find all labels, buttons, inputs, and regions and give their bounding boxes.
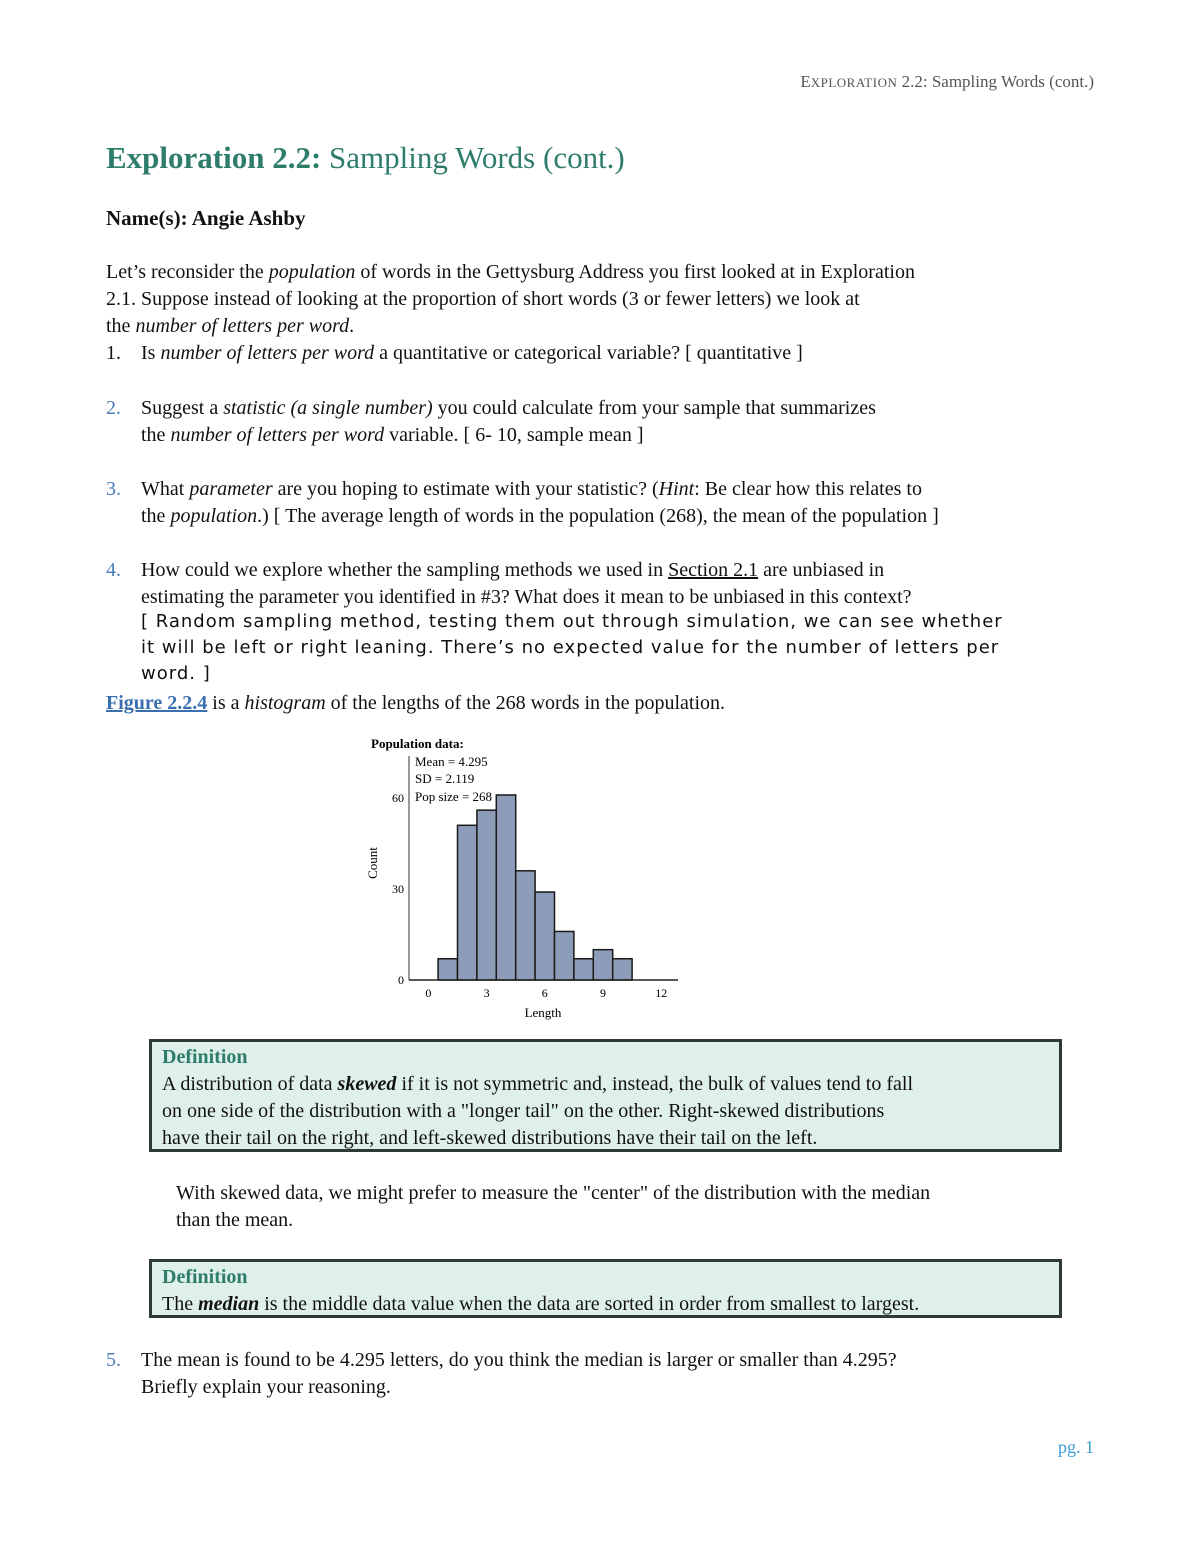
chart-annotation-mean: Mean = 4.295	[415, 754, 488, 769]
definition-text: is the middle data value when the data are sorted in order from smallest to largest.	[259, 1293, 920, 1315]
definition-text: if it is not symmetric and, instead, the bulk of values tend to fall	[396, 1073, 913, 1095]
caption-emphasis: histogram	[244, 692, 326, 714]
question-3-number: 3.	[106, 478, 121, 500]
x-tick-label: 9	[600, 986, 606, 1000]
x-tick-label: 0	[425, 986, 432, 1000]
caption-text: of the lengths of the 268 words in the population.	[325, 692, 726, 714]
skew-note-line-1: With skewed data, we might prefer to measure the "center" of the distribution with the median	[176, 1182, 931, 1204]
x-tick-label: 6	[541, 986, 548, 1000]
intro-line-2: 2.1. Suppose instead of looking at the proportion of short words (3 or fewer letters) we look at	[106, 288, 860, 310]
question-4-answer-2: it will be left or right leaning. There’s no expected value for the number of letters per	[141, 637, 1000, 658]
running-header-small: XPLORATION	[810, 75, 898, 90]
q4-text: are unbiased in	[758, 559, 885, 581]
page-number: pg. 1	[1058, 1437, 1094, 1457]
x-axis-label: Length	[524, 1005, 562, 1020]
q3-text: are you hoping to estimate with your statistic? (	[272, 478, 659, 500]
question-1-text	[141, 340, 803, 367]
y-axis-label: Count	[365, 847, 380, 879]
name-line: Name(s): Angie Ashby	[106, 206, 306, 230]
question-4-line-1	[141, 557, 884, 584]
x-tick-label: 3	[483, 986, 490, 1000]
section-2-1-link[interactable]: Section 2.1	[668, 559, 759, 581]
intro-line-1	[106, 259, 1096, 286]
question-3-line-1	[141, 476, 922, 503]
histogram-bar-2	[458, 825, 477, 980]
histogram-bar-6	[535, 892, 554, 980]
definition-term-skewed: skewed	[337, 1073, 397, 1095]
q1-text: Is	[141, 342, 161, 364]
y-tick-label: 0	[398, 973, 404, 987]
intro-text: .	[349, 315, 355, 337]
question-4-number: 4.	[106, 559, 121, 581]
question-2-number: 2.	[106, 397, 121, 419]
definition-text: The	[162, 1293, 199, 1315]
intro-text: the	[106, 315, 136, 337]
chart-title: Population data:	[371, 736, 464, 751]
question-5-number: 5.	[106, 1349, 121, 1371]
question-4-answer-1: [ Random sampling method, testing them out through simulation, we can see whether	[141, 611, 1003, 632]
y-tick-label: 30	[392, 882, 404, 896]
q2-text: you could calculate from your sample that summarizes	[432, 397, 876, 419]
q2-answer: variable. [ 6- 10, sample mean ]	[384, 424, 644, 446]
definition-line-1	[162, 1071, 1049, 1098]
page-title	[106, 140, 625, 176]
histogram-chart	[355, 730, 695, 1025]
q2-emphasis: number of letters per word	[170, 424, 385, 446]
definition-line-1	[162, 1291, 1049, 1318]
definition-text: A distribution of data	[162, 1073, 338, 1095]
figure-2-2-4-link[interactable]: Figure 2.2.4	[106, 692, 208, 714]
question-2-line-1	[141, 395, 876, 422]
definition-line-3: have their tail on the right, and left-skewed distributions have their tail on the left.	[162, 1127, 818, 1149]
definition-line-2: on one side of the distribution with a "longer tail" on the other. Right-skewed distributions	[162, 1100, 885, 1122]
question-1-number: 1.	[106, 342, 121, 364]
intro-line-3	[106, 313, 1096, 340]
intro-text: Let’s reconsider the	[106, 261, 269, 283]
question-2-line-2	[141, 422, 644, 449]
histogram-bar-1	[438, 959, 457, 980]
chart-annotation-popsize: Pop size = 268	[415, 789, 493, 804]
intro-emphasis: number of letters per word	[135, 315, 350, 337]
definition-box-skewed	[149, 1039, 1062, 1152]
y-tick-label: 60	[392, 791, 404, 805]
definition-term-median: median	[198, 1293, 260, 1315]
question-4-answer-3: word. ]	[141, 663, 211, 684]
question-5-line-2: Briefly explain your reasoning.	[141, 1376, 391, 1398]
running-header-first: E	[800, 72, 811, 91]
intro-text: of words in the Gettysburg Address you first looked at in Exploration	[355, 261, 915, 283]
q1-emphasis: number of letters per word	[160, 342, 375, 364]
skew-note-line-2: than the mean.	[176, 1209, 294, 1231]
histogram-bar-7	[555, 931, 574, 980]
caption-text: is a	[207, 692, 245, 714]
q2-emphasis: statistic (a single number)	[223, 397, 433, 419]
q3-text: the	[141, 505, 171, 527]
x-tick-label: 12	[655, 986, 668, 1000]
figure-caption	[106, 690, 1096, 717]
intro-emphasis: population	[268, 261, 356, 283]
q3-hint: Hint	[658, 478, 695, 500]
q3-text: : Be clear how this relates to	[694, 478, 922, 500]
histogram-bar-10	[613, 959, 632, 980]
q2-text: the	[141, 424, 171, 446]
running-header-rest: 2.2: Sampling Words (cont.)	[897, 72, 1094, 91]
definition-title: Definition	[162, 1046, 248, 1068]
q1-answer: a quantitative or categorical variable? [ quantitative ]	[374, 342, 803, 364]
q2-text: Suggest a	[141, 397, 224, 419]
definition-title: Definition	[162, 1266, 248, 1288]
histogram-bar-9	[593, 950, 612, 980]
page-title-rest: Sampling Words (cont.)	[321, 140, 625, 175]
page-title-bold: Exploration 2.2:	[106, 140, 322, 175]
histogram-bar-8	[574, 959, 593, 980]
q4-text: How could we explore whether the sampling methods we used in	[141, 559, 669, 581]
definition-box-median	[149, 1259, 1062, 1318]
running-header	[800, 72, 1094, 92]
q3-emphasis: parameter	[189, 478, 273, 500]
chart-annotation-sd: SD = 2.119	[415, 771, 475, 786]
q3-emphasis: population	[170, 505, 258, 527]
histogram-bar-5	[516, 871, 535, 980]
q3-answer: .) [ The average length of words in the population (268), the mean of the population ]	[257, 505, 939, 527]
histogram-bar-4	[496, 795, 515, 980]
question-3-line-2	[141, 503, 939, 530]
question-5-line-1: The mean is found to be 4.295 letters, do you think the median is larger or smaller than 4.295?	[141, 1349, 897, 1371]
question-4-line-2: estimating the parameter you identified in #3? What does it mean to be unbiased in this context?	[141, 586, 912, 608]
histogram-bar-3	[477, 810, 496, 980]
q3-text: What	[141, 478, 190, 500]
